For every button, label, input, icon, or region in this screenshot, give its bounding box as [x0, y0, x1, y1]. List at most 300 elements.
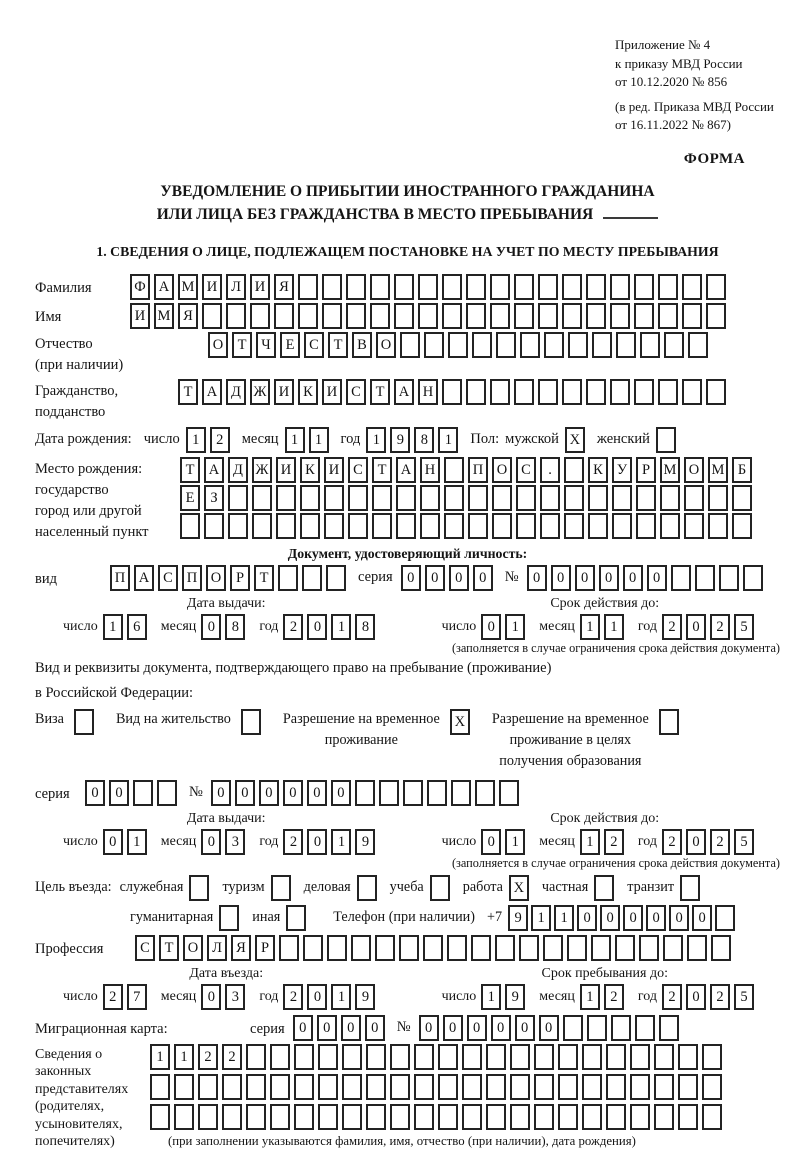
char-cell[interactable]: 1 [331, 614, 351, 640]
char-cell[interactable]: 0 [283, 780, 303, 806]
char-cell[interactable]: С [158, 565, 178, 591]
char-cell[interactable] [174, 1074, 194, 1100]
char-cell[interactable] [379, 780, 399, 806]
char-cell[interactable] [516, 485, 536, 511]
char-cell[interactable] [466, 379, 486, 405]
char-cell[interactable] [558, 1044, 578, 1070]
char-cell[interactable] [715, 905, 735, 931]
char-cell[interactable]: К [588, 457, 608, 483]
purpose-other-checkbox[interactable] [286, 905, 306, 931]
char-cell[interactable] [372, 485, 392, 511]
char-cell[interactable]: И [274, 379, 294, 405]
char-cell[interactable]: 0 [577, 905, 597, 931]
char-cell[interactable]: 0 [539, 1015, 559, 1041]
char-cell[interactable] [588, 513, 608, 539]
char-cell[interactable]: Т [370, 379, 390, 405]
char-cell[interactable]: 0 [686, 614, 706, 640]
char-cell[interactable]: 0 [307, 780, 327, 806]
char-cell[interactable] [706, 274, 726, 300]
char-cell[interactable] [342, 1074, 362, 1100]
char-cell[interactable]: Р [636, 457, 656, 483]
char-cell[interactable] [346, 303, 366, 329]
char-cell[interactable]: К [300, 457, 320, 483]
char-cell[interactable]: 2 [198, 1044, 218, 1070]
char-cell[interactable]: 6 [127, 614, 147, 640]
char-cell[interactable]: М [178, 274, 198, 300]
char-cell[interactable] [298, 274, 318, 300]
char-cell[interactable]: 2 [662, 984, 682, 1010]
char-cell[interactable]: Т [254, 565, 274, 591]
char-cell[interactable] [420, 485, 440, 511]
purpose-private-checkbox[interactable] [594, 875, 614, 901]
char-cell[interactable] [630, 1044, 650, 1070]
char-cell[interactable] [586, 303, 606, 329]
char-cell[interactable] [396, 485, 416, 511]
char-cell[interactable]: 0 [211, 780, 231, 806]
char-cell[interactable] [606, 1044, 626, 1070]
char-cell[interactable] [198, 1074, 218, 1100]
char-cell[interactable] [540, 485, 560, 511]
char-cell[interactable] [438, 1074, 458, 1100]
char-cell[interactable]: 1 [127, 829, 147, 855]
char-cell[interactable]: 0 [647, 565, 667, 591]
char-cell[interactable] [303, 935, 323, 961]
char-cell[interactable]: 0 [527, 565, 547, 591]
char-cell[interactable] [510, 1044, 530, 1070]
char-cell[interactable]: П [182, 565, 202, 591]
char-cell[interactable]: И [322, 379, 342, 405]
char-cell[interactable] [486, 1104, 506, 1130]
char-cell[interactable] [150, 1104, 170, 1130]
char-cell[interactable]: 2 [604, 829, 624, 855]
char-cell[interactable] [612, 513, 632, 539]
char-cell[interactable] [634, 303, 654, 329]
char-cell[interactable]: Я [231, 935, 251, 961]
char-cell[interactable] [318, 1074, 338, 1100]
char-cell[interactable] [462, 1074, 482, 1100]
char-cell[interactable] [538, 379, 558, 405]
char-cell[interactable] [636, 513, 656, 539]
char-cell[interactable] [270, 1074, 290, 1100]
char-cell[interactable]: 2 [662, 829, 682, 855]
char-cell[interactable]: 0 [599, 565, 619, 591]
char-cell[interactable] [671, 565, 691, 591]
char-cell[interactable] [198, 1104, 218, 1130]
char-cell[interactable]: 2 [283, 614, 303, 640]
temp-residence-checkbox[interactable]: X [450, 709, 470, 735]
char-cell[interactable] [562, 303, 582, 329]
char-cell[interactable]: 0 [443, 1015, 463, 1041]
char-cell[interactable]: 0 [575, 565, 595, 591]
char-cell[interactable] [423, 935, 443, 961]
char-cell[interactable]: 0 [600, 905, 620, 931]
char-cell[interactable] [394, 274, 414, 300]
char-cell[interactable]: 9 [355, 984, 375, 1010]
char-cell[interactable]: С [304, 332, 324, 358]
char-cell[interactable]: К [298, 379, 318, 405]
char-cell[interactable] [471, 935, 491, 961]
char-cell[interactable] [322, 303, 342, 329]
char-cell[interactable] [390, 1074, 410, 1100]
char-cell[interactable] [294, 1074, 314, 1100]
char-cell[interactable] [660, 513, 680, 539]
char-cell[interactable] [475, 780, 495, 806]
char-cell[interactable]: 1 [580, 614, 600, 640]
char-cell[interactable] [706, 379, 726, 405]
char-cell[interactable]: 2 [222, 1044, 242, 1070]
char-cell[interactable] [246, 1044, 266, 1070]
char-cell[interactable]: Л [226, 274, 246, 300]
char-cell[interactable] [687, 935, 707, 961]
char-cell[interactable] [499, 780, 519, 806]
char-cell[interactable]: 0 [491, 1015, 511, 1041]
char-cell[interactable] [370, 303, 390, 329]
char-cell[interactable]: 0 [201, 984, 221, 1010]
char-cell[interactable] [678, 1044, 698, 1070]
char-cell[interactable] [204, 513, 224, 539]
char-cell[interactable] [612, 485, 632, 511]
char-cell[interactable]: 1 [505, 614, 525, 640]
char-cell[interactable]: 0 [307, 829, 327, 855]
char-cell[interactable]: У [612, 457, 632, 483]
char-cell[interactable] [222, 1074, 242, 1100]
char-cell[interactable]: 0 [307, 984, 327, 1010]
char-cell[interactable] [654, 1044, 674, 1070]
char-cell[interactable] [634, 274, 654, 300]
char-cell[interactable] [370, 274, 390, 300]
char-cell[interactable] [564, 485, 584, 511]
char-cell[interactable] [270, 1104, 290, 1130]
char-cell[interactable] [274, 303, 294, 329]
char-cell[interactable]: С [346, 379, 366, 405]
char-cell[interactable]: 2 [710, 614, 730, 640]
char-cell[interactable]: П [110, 565, 130, 591]
char-cell[interactable] [659, 1015, 679, 1041]
char-cell[interactable]: М [660, 457, 680, 483]
char-cell[interactable]: 1 [580, 829, 600, 855]
char-cell[interactable]: 0 [646, 905, 666, 931]
char-cell[interactable]: Д [226, 379, 246, 405]
char-cell[interactable]: 1 [103, 614, 123, 640]
char-cell[interactable] [472, 332, 492, 358]
char-cell[interactable] [150, 1074, 170, 1100]
char-cell[interactable] [582, 1044, 602, 1070]
char-cell[interactable]: 0 [109, 780, 129, 806]
char-cell[interactable] [372, 513, 392, 539]
char-cell[interactable] [133, 780, 153, 806]
char-cell[interactable]: З [204, 485, 224, 511]
char-cell[interactable] [442, 274, 462, 300]
char-cell[interactable] [606, 1104, 626, 1130]
char-cell[interactable]: Т [180, 457, 200, 483]
char-cell[interactable] [438, 1104, 458, 1130]
char-cell[interactable] [558, 1074, 578, 1100]
char-cell[interactable]: 1 [481, 984, 501, 1010]
purpose-humanitarian-checkbox[interactable] [219, 905, 239, 931]
char-cell[interactable] [174, 1104, 194, 1130]
char-cell[interactable] [743, 565, 763, 591]
char-cell[interactable] [180, 513, 200, 539]
char-cell[interactable]: 0 [449, 565, 469, 591]
char-cell[interactable] [684, 485, 704, 511]
char-cell[interactable] [342, 1044, 362, 1070]
char-cell[interactable]: 0 [473, 565, 493, 591]
char-cell[interactable]: 0 [467, 1015, 487, 1041]
char-cell[interactable]: Т [178, 379, 198, 405]
char-cell[interactable]: 9 [505, 984, 525, 1010]
char-cell[interactable]: Е [180, 485, 200, 511]
char-cell[interactable]: 0 [201, 614, 221, 640]
char-cell[interactable] [630, 1074, 650, 1100]
char-cell[interactable] [510, 1074, 530, 1100]
char-cell[interactable] [708, 513, 728, 539]
char-cell[interactable] [414, 1104, 434, 1130]
char-cell[interactable]: 1 [438, 427, 458, 453]
char-cell[interactable] [636, 485, 656, 511]
char-cell[interactable]: 9 [355, 829, 375, 855]
char-cell[interactable]: 0 [331, 780, 351, 806]
char-cell[interactable] [246, 1104, 266, 1130]
char-cell[interactable]: 8 [355, 614, 375, 640]
char-cell[interactable]: 0 [235, 780, 255, 806]
char-cell[interactable]: . [540, 457, 560, 483]
char-cell[interactable] [300, 485, 320, 511]
char-cell[interactable] [654, 1104, 674, 1130]
char-cell[interactable] [654, 1074, 674, 1100]
char-cell[interactable]: О [183, 935, 203, 961]
char-cell[interactable]: О [684, 457, 704, 483]
char-cell[interactable]: 3 [225, 984, 245, 1010]
char-cell[interactable] [438, 1044, 458, 1070]
char-cell[interactable]: 0 [481, 614, 501, 640]
char-cell[interactable] [658, 274, 678, 300]
char-cell[interactable] [534, 1044, 554, 1070]
char-cell[interactable] [327, 935, 347, 961]
char-cell[interactable] [586, 379, 606, 405]
residence-permit-checkbox[interactable] [241, 709, 261, 735]
char-cell[interactable] [732, 513, 752, 539]
char-cell[interactable]: 2 [283, 984, 303, 1010]
char-cell[interactable]: 1 [186, 427, 206, 453]
char-cell[interactable] [610, 379, 630, 405]
char-cell[interactable] [222, 1104, 242, 1130]
char-cell[interactable] [420, 513, 440, 539]
char-cell[interactable] [695, 565, 715, 591]
male-checkbox[interactable]: X [565, 427, 585, 453]
char-cell[interactable]: 0 [669, 905, 689, 931]
char-cell[interactable] [418, 303, 438, 329]
char-cell[interactable]: Р [255, 935, 275, 961]
char-cell[interactable] [390, 1044, 410, 1070]
char-cell[interactable]: Р [230, 565, 250, 591]
char-cell[interactable] [300, 513, 320, 539]
char-cell[interactable] [444, 513, 464, 539]
char-cell[interactable]: Я [178, 303, 198, 329]
char-cell[interactable] [658, 379, 678, 405]
char-cell[interactable]: 8 [225, 614, 245, 640]
char-cell[interactable] [468, 513, 488, 539]
char-cell[interactable] [375, 935, 395, 961]
char-cell[interactable] [400, 332, 420, 358]
char-cell[interactable]: 1 [366, 427, 386, 453]
char-cell[interactable] [252, 485, 272, 511]
education-residence-checkbox[interactable] [659, 709, 679, 735]
char-cell[interactable] [414, 1074, 434, 1100]
char-cell[interactable] [246, 1074, 266, 1100]
char-cell[interactable] [414, 1044, 434, 1070]
char-cell[interactable] [418, 274, 438, 300]
char-cell[interactable] [519, 935, 539, 961]
char-cell[interactable] [228, 513, 248, 539]
char-cell[interactable] [587, 1015, 607, 1041]
char-cell[interactable]: 0 [103, 829, 123, 855]
char-cell[interactable] [490, 274, 510, 300]
char-cell[interactable] [490, 379, 510, 405]
char-cell[interactable]: Б [732, 457, 752, 483]
char-cell[interactable] [355, 780, 375, 806]
char-cell[interactable]: 0 [425, 565, 445, 591]
char-cell[interactable] [678, 1104, 698, 1130]
char-cell[interactable] [702, 1074, 722, 1100]
char-cell[interactable]: Т [372, 457, 392, 483]
char-cell[interactable]: И [324, 457, 344, 483]
char-cell[interactable] [682, 274, 702, 300]
char-cell[interactable] [444, 457, 464, 483]
char-cell[interactable] [252, 513, 272, 539]
char-cell[interactable]: 2 [604, 984, 624, 1010]
char-cell[interactable]: 0 [623, 905, 643, 931]
char-cell[interactable]: 2 [710, 829, 730, 855]
char-cell[interactable] [711, 935, 731, 961]
char-cell[interactable]: 1 [285, 427, 305, 453]
char-cell[interactable] [688, 332, 708, 358]
char-cell[interactable]: 1 [331, 984, 351, 1010]
char-cell[interactable]: Т [232, 332, 252, 358]
char-cell[interactable] [514, 379, 534, 405]
char-cell[interactable]: Н [418, 379, 438, 405]
char-cell[interactable]: И [250, 274, 270, 300]
char-cell[interactable] [270, 1044, 290, 1070]
char-cell[interactable]: 0 [481, 829, 501, 855]
char-cell[interactable] [496, 332, 516, 358]
char-cell[interactable] [348, 513, 368, 539]
char-cell[interactable]: 0 [259, 780, 279, 806]
char-cell[interactable] [520, 332, 540, 358]
char-cell[interactable] [562, 379, 582, 405]
char-cell[interactable] [682, 303, 702, 329]
char-cell[interactable] [514, 303, 534, 329]
char-cell[interactable] [538, 303, 558, 329]
char-cell[interactable] [544, 332, 564, 358]
char-cell[interactable]: 1 [580, 984, 600, 1010]
char-cell[interactable] [279, 935, 299, 961]
char-cell[interactable] [447, 935, 467, 961]
char-cell[interactable]: О [208, 332, 228, 358]
char-cell[interactable] [510, 1104, 530, 1130]
char-cell[interactable] [684, 513, 704, 539]
char-cell[interactable] [276, 513, 296, 539]
char-cell[interactable]: 0 [317, 1015, 337, 1041]
purpose-tourism-checkbox[interactable] [271, 875, 291, 901]
char-cell[interactable] [157, 780, 177, 806]
char-cell[interactable]: М [708, 457, 728, 483]
char-cell[interactable] [394, 303, 414, 329]
char-cell[interactable]: Ч [256, 332, 276, 358]
char-cell[interactable]: И [276, 457, 296, 483]
char-cell[interactable]: 5 [734, 984, 754, 1010]
char-cell[interactable] [468, 485, 488, 511]
char-cell[interactable] [538, 274, 558, 300]
visa-checkbox[interactable] [74, 709, 94, 735]
char-cell[interactable] [298, 303, 318, 329]
char-cell[interactable]: 1 [150, 1044, 170, 1070]
char-cell[interactable]: Н [420, 457, 440, 483]
char-cell[interactable] [318, 1104, 338, 1130]
char-cell[interactable] [562, 274, 582, 300]
char-cell[interactable] [442, 303, 462, 329]
char-cell[interactable]: А [204, 457, 224, 483]
char-cell[interactable] [444, 485, 464, 511]
char-cell[interactable] [516, 513, 536, 539]
char-cell[interactable] [302, 565, 322, 591]
char-cell[interactable]: 0 [85, 780, 105, 806]
char-cell[interactable] [324, 513, 344, 539]
char-cell[interactable] [639, 935, 659, 961]
char-cell[interactable]: 0 [686, 829, 706, 855]
char-cell[interactable] [495, 935, 515, 961]
char-cell[interactable] [563, 1015, 583, 1041]
char-cell[interactable] [634, 379, 654, 405]
char-cell[interactable]: 0 [401, 565, 421, 591]
char-cell[interactable] [294, 1104, 314, 1130]
char-cell[interactable]: 8 [414, 427, 434, 453]
char-cell[interactable] [451, 780, 471, 806]
char-cell[interactable] [462, 1104, 482, 1130]
char-cell[interactable] [424, 332, 444, 358]
char-cell[interactable] [582, 1074, 602, 1100]
char-cell[interactable] [366, 1104, 386, 1130]
char-cell[interactable] [610, 303, 630, 329]
purpose-study-checkbox[interactable] [430, 875, 450, 901]
char-cell[interactable] [588, 485, 608, 511]
char-cell[interactable]: 1 [554, 905, 574, 931]
char-cell[interactable] [543, 935, 563, 961]
char-cell[interactable] [611, 1015, 631, 1041]
char-cell[interactable]: Я [274, 274, 294, 300]
char-cell[interactable] [294, 1044, 314, 1070]
char-cell[interactable] [640, 332, 660, 358]
char-cell[interactable] [678, 1074, 698, 1100]
char-cell[interactable]: 0 [551, 565, 571, 591]
char-cell[interactable]: В [352, 332, 372, 358]
purpose-official-checkbox[interactable] [189, 875, 209, 901]
char-cell[interactable] [635, 1015, 655, 1041]
char-cell[interactable] [366, 1074, 386, 1100]
char-cell[interactable]: 1 [505, 829, 525, 855]
char-cell[interactable]: С [348, 457, 368, 483]
char-cell[interactable] [351, 935, 371, 961]
char-cell[interactable] [366, 1044, 386, 1070]
char-cell[interactable] [664, 332, 684, 358]
char-cell[interactable] [630, 1104, 650, 1130]
char-cell[interactable] [658, 303, 678, 329]
purpose-work-checkbox[interactable]: X [509, 875, 529, 901]
char-cell[interactable]: 0 [341, 1015, 361, 1041]
char-cell[interactable] [486, 1074, 506, 1100]
char-cell[interactable]: И [202, 274, 222, 300]
char-cell[interactable] [228, 485, 248, 511]
char-cell[interactable] [582, 1104, 602, 1130]
